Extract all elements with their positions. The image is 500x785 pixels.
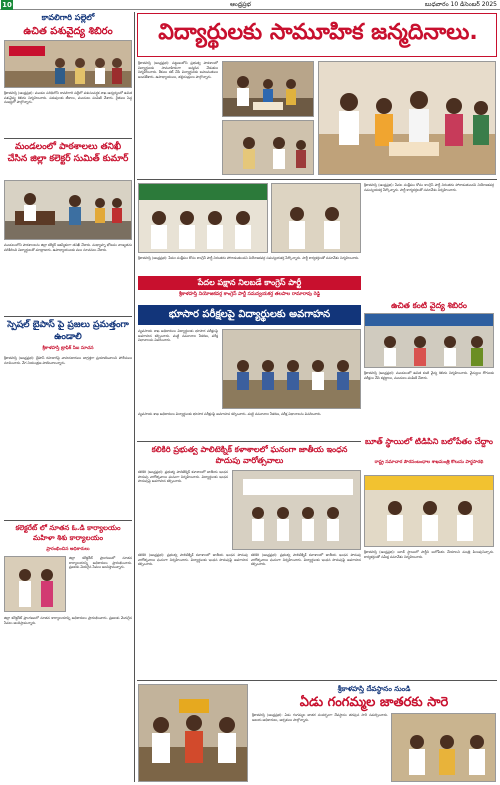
story-body: శ్రీకాళహస్తి (ఆంధ్రప్రభ): బైపాస్ రహదారిపై వాహనదారులు జాగ్రత్తగా ప్రయాణించాలని పోలీసులు సూచించారు. వేగ నియంత్రణ పాటించాలన్నారు. <box>4 356 132 365</box>
page-number: 10 <box>2 1 12 9</box>
story-headline: ఉచిత కంటి వైద్య శిబిరం <box>391 301 467 310</box>
column-rule <box>134 12 135 782</box>
story-body: శ్రీకాళహస్తి (ఆంధ్రప్రభ): పేదల సంక్షేమం కోసం కాంగ్రెస్ పార్టీ నిరంతరం పోరాడుతుందని నియోజకవర్గ సమన్వయకర్త పేర్కొన్నారు. పార్టీ కార్యకర్తలతో సమావేశం నిర్వహించారు. <box>138 256 360 260</box>
story-headline: ఉచిత పశువైద్య శిబిరం <box>23 26 113 37</box>
divider <box>4 138 132 139</box>
story-body: జిల్లా కలెక్టరేట్ ప్రాంగణంలో నూతన కార్యాలయాన్ని అధికారులు ప్రారంభించారు. ప్రజలకు మెరుగైన సేవలు అందిస్తామన్నారు. <box>69 556 132 570</box>
story-headline: మండలంలో పాఠశాలలు తనిఖీ చేసిన జిల్లా కలెక్టర్ సుమిత్ కుమార్ <box>7 142 129 164</box>
story-photo <box>4 40 132 88</box>
story-body: మండలంలోని పాఠశాలలను జిల్లా కలెక్టర్ ఆకస్మికంగా తనిఖీ చేశారు. మధ్యాహ్న భోజనం నాణ్యతను పరిశీలించి విద్యార్థులతో మాట్లాడారు. ఉపాధ్యాయులకు పలు సూచనలు చేశారు. <box>4 243 132 252</box>
story-headline: కలెక్టరేట్ లో నూతన ఓ.డి కార్యాలయం మహిళా శిశు కార్యాలయం <box>15 524 121 542</box>
story-body-continued: కలికిరి (ఆంధ్రప్రభ): ప్రభుత్వ పాలిటెక్నిక్ కళాశాలలో జాతీయ ఇంధన పొదుపు వారోత్సవాలు ఘనంగా నిర్వహించారు. విద్యార్థులకు ఇంధన పొదుపుపై అవగాహన కల్పించారు. <box>251 553 361 567</box>
story-body: శ్రీకాళహస్తి (ఆంధ్రప్రభ): ఏడు గంగమ్మల జాతర సందర్భంగా దేవస్థానం తరఫున సారె సమర్పించారు. ఆలయ అధికారులు, అర్చకులు పాల్గొన్నారు. <box>252 713 388 722</box>
story-photo <box>138 183 268 253</box>
story-body-continued: కలికిరి (ఆంధ్రప్రభ): ప్రభుత్వ పాలిటెక్నిక్ కళాశాలలో జాతీయ ఇంధన పొదుపు వారోత్సవాలు ఘనంగా నిర్వహించారు. విద్యార్థులకు ఇంధన పొదుపుపై అవగాహన కల్పించారు. <box>138 553 248 567</box>
lead-headline-box <box>137 13 497 57</box>
story-body-continued: జిల్లా కలెక్టరేట్ ప్రాంగణంలో నూతన కార్యాలయాన్ని అధికారులు ప్రారంభించారు. ప్రజలకు మెరుగైన సేవలు అందిస్తామన్నారు. <box>4 616 132 625</box>
story-headline: ఏడు గంగమ్మల జాతరకు సారె <box>299 695 449 710</box>
lead-photo <box>222 61 314 117</box>
story-photo <box>4 556 66 612</box>
story-photo <box>232 470 361 550</box>
story-subhead: శ్రీకాళహస్తి నియోజకవర్గ కాంగ్రెస్ పార్టీ సమన్వయకర్త తలపాల రామారావు రెడ్డి <box>178 292 321 297</box>
page-header <box>0 0 500 10</box>
story-photo <box>4 180 132 240</box>
story-headline: భూసార పరీక్షలపై విద్యార్థులకు అవగాహన <box>138 305 361 325</box>
divider <box>137 441 361 442</box>
story-photo <box>138 684 248 782</box>
story-body: శ్రీకాళహస్తి (ఆంధ్రప్రభ): పేదల సంక్షేమం కోసం కాంగ్రెస్ పార్టీ నిరంతరం పోరాడుతుందని నియోజకవర్గ సమన్వయకర్త పేర్కొన్నారు. పార్టీ కార్యకర్తలతో సమావేశం నిర్వహించారు. <box>364 183 494 192</box>
story-body: శ్రీకాళహస్తి (ఆంధ్రప్రభ): మండల పరిధిలోని కావలిగారి పల్లెలో పశుసంవర్ధక శాఖ ఆధ్వర్యంలో ఉచిత పశువైద్య శిబిరం నిర్వహించారు. పశువులకు టీకాలు, మందులు పంపిణీ చేశారు. రైతులు పెద్ద సంఖ్యలో పాల్గొన్నారు. <box>4 91 132 105</box>
divider <box>4 316 132 317</box>
masthead: ఆంధ్రప్రభ <box>230 1 251 8</box>
story-body: వ్యవసాయ శాఖ అధికారులు విద్యార్థులకు భూసార పరీక్షలపై అవగాహన కల్పించారు. మట్టి నమూనాల సేకరణ, పరీక్ష విధానాలను వివరించారు. <box>138 329 218 343</box>
story-headline: స్పెషల్ బైపాస్ పై ప్రజలు ప్రమత్తంగా ఉండాలి <box>7 320 129 342</box>
story-body: కలికిరి (ఆంధ్రప్రభ): ప్రభుత్వ పాలిటెక్నిక్ కళాశాలలో జాతీయ ఇంధన పొదుపు వారోత్సవాలు ఘనంగా నిర్వహించారు. విద్యార్థులకు ఇంధన పొదుపుపై అవగాహన కల్పించారు. <box>138 470 228 484</box>
lead-photo <box>318 61 496 175</box>
story-photo <box>364 475 494 547</box>
dateline: బుధవారం 10 డిసెంబర్ 2025 <box>424 1 497 8</box>
story-headline: పేదల పక్షాన నిలబడే కాంగ్రెస్ పార్టీ <box>138 276 361 290</box>
story-body-continued: వ్యవసాయ శాఖ అధికారులు విద్యార్థులకు భూసార పరీక్షలపై అవగాహన కల్పించారు. మట్టి నమూనాల సేకరణ, పరీక్ష విధానాలను వివరించారు. <box>138 412 322 416</box>
story-body: శ్రీకాళహస్తి (ఆంధ్రప్రభ): బూత్ స్థాయిలో పార్టీని బలోపేతం చేయాలని మంత్రి పిలుపునిచ్చారు. కార్యకర్తలతో సమీక్ష సమావేశం నిర్వహించారు. <box>364 550 494 559</box>
divider <box>137 179 497 180</box>
lead-photo <box>222 120 314 175</box>
story-subhead: రాష్ట్ర సమాచార పౌరసంబంధాల శాఖమంత్రి కొలుసు పార్థసారథి <box>374 460 484 465</box>
story-photo <box>271 183 361 253</box>
lead-headline: విద్యార్థులకు సామూహిక జన్మదినాలు. <box>158 20 478 45</box>
story-photo <box>364 313 494 368</box>
story-subhead: శ్రీకాళహస్తి ట్రాఫిక్ సిఐ సూచన <box>42 346 94 351</box>
story-photo <box>222 329 361 409</box>
story-subhead: ప్రారంభించిన అధికారులు <box>46 547 90 552</box>
story-kicker: కావలిగారి పల్లెలో <box>41 13 95 22</box>
story-headline: బూత్ స్థాయిలో టిడిపిని బలోపేతం చేద్దాం <box>365 437 493 446</box>
story-photo <box>391 713 496 782</box>
story-body: శ్రీకాళహస్తి (ఆంధ్రప్రభ): మండలంలో ఉచిత కంటి వైద్య శిబిరం నిర్వహించారు. వైద్యులు రోగులకు పరీక్షలు చేసి కళ్లద్దాలు, మందులు పంపిణీ చేశారు. <box>364 371 494 380</box>
divider <box>137 680 497 681</box>
story-headline: కలికిరి ప్రభుత్వ పాలిటెక్నిక్ కళాశాలలో ఘనంగా జాతీయ ఇంధన పొదుపు వారోత్సవాలు <box>151 445 348 465</box>
story-kicker: శ్రీకాళహస్తి దేవస్థానం నుండి <box>337 685 411 693</box>
lead-body: శ్రీకాళహస్తి (ఆంధ్రప్రభ): పట్టణంలోని ప్రభుత్వ పాఠశాలలో విద్యార్థులకు సామూహికంగా జన్మదిన వేడుకలు నిర్వహించారు. కేకులు కట్ చేసి విద్యార్థులకు బహుమతులు అందజేశారు. ఉపాధ్యాయులు, తల్లిదండ్రులు పాల్గొన్నారు. <box>138 61 218 79</box>
divider <box>4 520 132 521</box>
